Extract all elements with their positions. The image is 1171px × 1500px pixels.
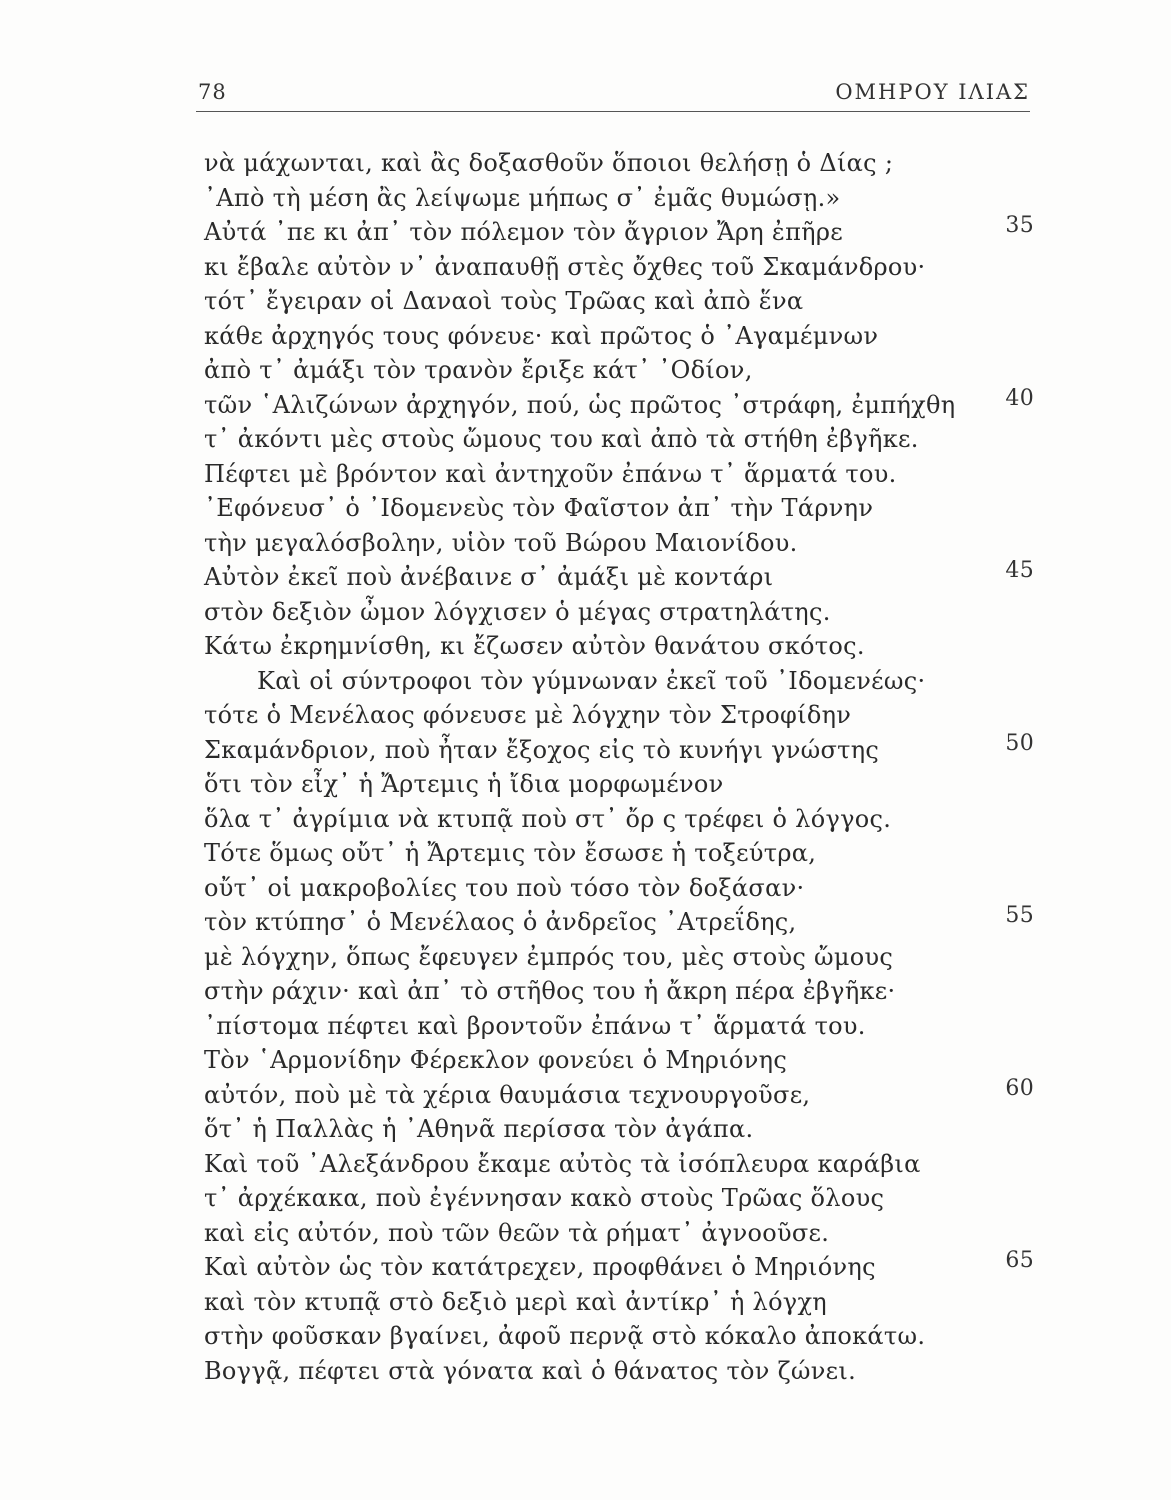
verse-text: τότε ὁ Μενέλαος φόνευσε μὲ λόγχην τὸν Στροφίδην: [204, 701, 852, 729]
verse-text: στὸν δεξιὸν ὦμον λόγχισεν ὁ μέγας στρατηλάτης.: [204, 597, 831, 626]
verse-line: [204, 215, 1034, 250]
verse-line: [204, 1181, 1034, 1216]
verse-line: [204, 940, 1034, 975]
verse-text: νὰ μάχωνται, καὶ ἂς δοξασθοῦν ὅποιοι θελήσῃ ὁ Δίας ;: [204, 149, 894, 177]
verse-text: στὴν ράχιν· καὶ ἀπ᾿ τὸ στῆθος του ἡ ἄκρη πέρα ἐβγῆκε·: [204, 977, 896, 1005]
line-number: 65: [1005, 1248, 1034, 1273]
verse-line: [204, 422, 1034, 457]
verse-line: [204, 1354, 1034, 1389]
verse-line: [204, 457, 1034, 492]
verse-text: Καὶ τοῦ ᾿Αλεξάνδρου ἔκαμε αὐτὸς τὰ ἰσόπλευρα καράβια: [204, 1149, 921, 1178]
line-number: 55: [1005, 903, 1034, 928]
verse-text: ὅλα τ᾿ ἀγρίμια νὰ κτυπᾷ ποὺ στ᾿ ὄρ ς τρέφει ὁ λόγγος.: [204, 804, 892, 833]
verse-line: [204, 1250, 1034, 1285]
verse-text: τὴν μεγαλόσβολην, υἱὸν τοῦ Βώρου Μαιονίδου.: [204, 528, 798, 557]
verse-text: Αὐτά ᾿πε κι ἀπ᾿ τὸν πόλεμον τὸν ἄγριον Ἄρη ἐπῆρε: [204, 218, 843, 246]
verse-line: [204, 1319, 1034, 1354]
verse-line: [204, 250, 1034, 285]
verse-text: Τὸν ῾Αρμονίδην Φέρεκλον φονεύει ὁ Μηριόνης: [204, 1046, 788, 1074]
verse-line: [204, 1009, 1034, 1044]
verse-text: μὲ λόγχην, ὅπως ἔφευγεν ἐμπρός του, μὲς στοὺς ὤμους: [204, 942, 894, 971]
verse-text: ᾿Εφόνευσ᾿ ὁ ᾿Ιδομενεὺς τὸν Φαῖστον ἀπ᾿ τὴν Τάρνην: [204, 494, 874, 522]
verse-text: Κάτω ἐκρημνίσθη, κι ἔζωσεν αὐτὸν θανάτου σκότος.: [204, 632, 865, 660]
verse-line: [204, 629, 1034, 664]
verse-text: οὔτ᾿ οἱ μακροβολίες του ποὺ τόσο τὸν δοξάσαν·: [204, 873, 805, 902]
verse-text: ὅτι τὸν εἶχ᾿ ἡ Ἄρτεμις ἡ ἴδια μορφωμένον: [204, 770, 724, 798]
verse-text: κάθε ἀρχηγός τους φόνευε· καὶ πρῶτος ὁ ᾿Αγαμέμνων: [204, 321, 879, 350]
verse-line: [204, 385, 1034, 423]
verse-line: [204, 491, 1034, 526]
verse-text: στὴν φοῦσκαν βγαίνει, ἀφοῦ περνᾷ στὸ κόκαλο ἀποκάτω.: [204, 1322, 926, 1350]
verse-line: [204, 974, 1034, 1009]
verse-block: [204, 146, 1034, 1388]
verse-line: [204, 871, 1034, 906]
verse-text: τῶν ῾Αλιζώνων ἀρχηγόν, πού, ὡς πρῶτος ᾿στράφη, ἐμπήχθη: [204, 390, 956, 419]
verse-text: Πέφτει μὲ βρόντον καὶ ἀντηχοῦν ἐπάνω τ᾿ ἅρματά του.: [204, 459, 897, 488]
verse-text: τὸν κτύπησ᾿ ὁ Μενέλαος ὁ ἀνδρεῖος ᾿Ατρεΐδης,: [204, 908, 797, 936]
verse-text: Αὐτὸν ἐκεῖ ποὺ ἀνέβαινε σ᾿ ἀμάξι μὲ κοντάρι: [204, 563, 774, 591]
verse-line: [204, 1112, 1034, 1147]
line-number: 40: [1005, 385, 1034, 411]
verse-line: [204, 664, 1034, 699]
line-number: 50: [1005, 730, 1034, 756]
verse-text: Βογγᾷ, πέφτει στὰ γόνατα καὶ ὁ θάνατος τὸν ζώνει.: [204, 1356, 857, 1385]
verse-line: [204, 1043, 1034, 1078]
verse-text: ᾿Απὸ τὴ μέση ἂς λείψωμε μήπως σ᾿ ἐμᾶς θυμώσῃ.»: [204, 183, 841, 212]
verse-text: καὶ τὸν κτυπᾷ στὸ δεξιὸ μερὶ καὶ ἀντίκρ᾿ ἡ λόγχη: [204, 1287, 827, 1316]
line-number: 60: [1005, 1075, 1034, 1101]
verse-line: [204, 730, 1034, 768]
verse-line: [204, 698, 1034, 733]
verse-line: [204, 1075, 1034, 1113]
verse-line: [204, 181, 1034, 216]
verse-line: [204, 767, 1034, 802]
verse-line: [204, 1147, 1034, 1182]
page-header: [196, 78, 1030, 114]
verse-text: Σκαμάνδριον, ποὺ ἦταν ἔξοχος εἰς τὸ κυνήγι γνώστης: [204, 735, 880, 764]
verse-line: [204, 595, 1034, 630]
verse-line: [204, 284, 1034, 319]
running-title: ΟΜΗΡΟΥ ΙΛΙΑΣ: [835, 80, 1030, 104]
verse-text: αὐτόν, ποὺ μὲ τὰ χέρια θαυμάσια τεχνουργοῦσε,: [204, 1080, 811, 1109]
verse-text: τ᾿ ἀκόντι μὲς στοὺς ὤμους του καὶ ἀπὸ τὰ στήθη ἐβγῆκε.: [204, 425, 919, 453]
verse-line: [204, 905, 1034, 940]
verse-line: [204, 146, 1034, 181]
verse-line: [204, 319, 1034, 354]
verse-text: Καὶ αὐτὸν ὡς τὸν κατάτρεχεν, προφθάνει ὁ Μηριόνης: [204, 1253, 876, 1281]
line-number: 45: [1005, 558, 1034, 583]
verse-text: κι ἔβαλε αὐτὸν ν᾿ ἀναπαυθῇ στὲς ὄχθες τοῦ Σκαμάνδρου·: [204, 252, 926, 281]
verse-line: [204, 1216, 1034, 1251]
verse-text: ᾿πίστομα πέφτει καὶ βροντοῦν ἐπάνω τ᾿ ἅρματά του.: [204, 1011, 866, 1040]
verse-line: [204, 526, 1034, 561]
page-number: 78: [198, 80, 227, 104]
verse-line: [204, 836, 1034, 871]
header-rule: [196, 111, 1030, 112]
verse-line: [204, 802, 1034, 837]
verse-text: τότ᾿ ἔγειραν οἱ Δαναοὶ τοὺς Τρῶας καὶ ἀπὸ ἕνα: [204, 287, 804, 315]
verse-line: [204, 353, 1034, 388]
verse-text: ὅτ᾿ ἡ Παλλὰς ἡ ᾿Αθηνᾶ περίσσα τὸν ἀγάπα.: [204, 1115, 754, 1143]
verse-text: τ᾿ ἀρχέκακα, ποὺ ἐγέννησαν κακὸ στοὺς Τρῶας ὅλους: [204, 1184, 885, 1212]
verse-text: Τότε ὅμως οὔτ᾿ ἡ Ἄρτεμις τὸν ἔσωσε ἡ τοξεύτρα,: [204, 839, 817, 867]
verse-line: [204, 1285, 1034, 1320]
verse-text: ἀπὸ τ᾿ ἀμάξι τὸν τρανὸν ἔριξε κάτ᾿ ᾿Οδίον,: [204, 356, 753, 384]
verse-line: [204, 560, 1034, 595]
verse-text: Καὶ οἱ σύντροφοι τὸν γύμνωναν ἐκεῖ τοῦ ᾿Ιδομενέως·: [257, 666, 926, 695]
line-number: 35: [1005, 213, 1034, 238]
verse-text: καὶ εἰς αὐτόν, ποὺ τῶν θεῶν τὰ ρήματ᾿ ἀγνοοῦσε.: [204, 1218, 830, 1247]
